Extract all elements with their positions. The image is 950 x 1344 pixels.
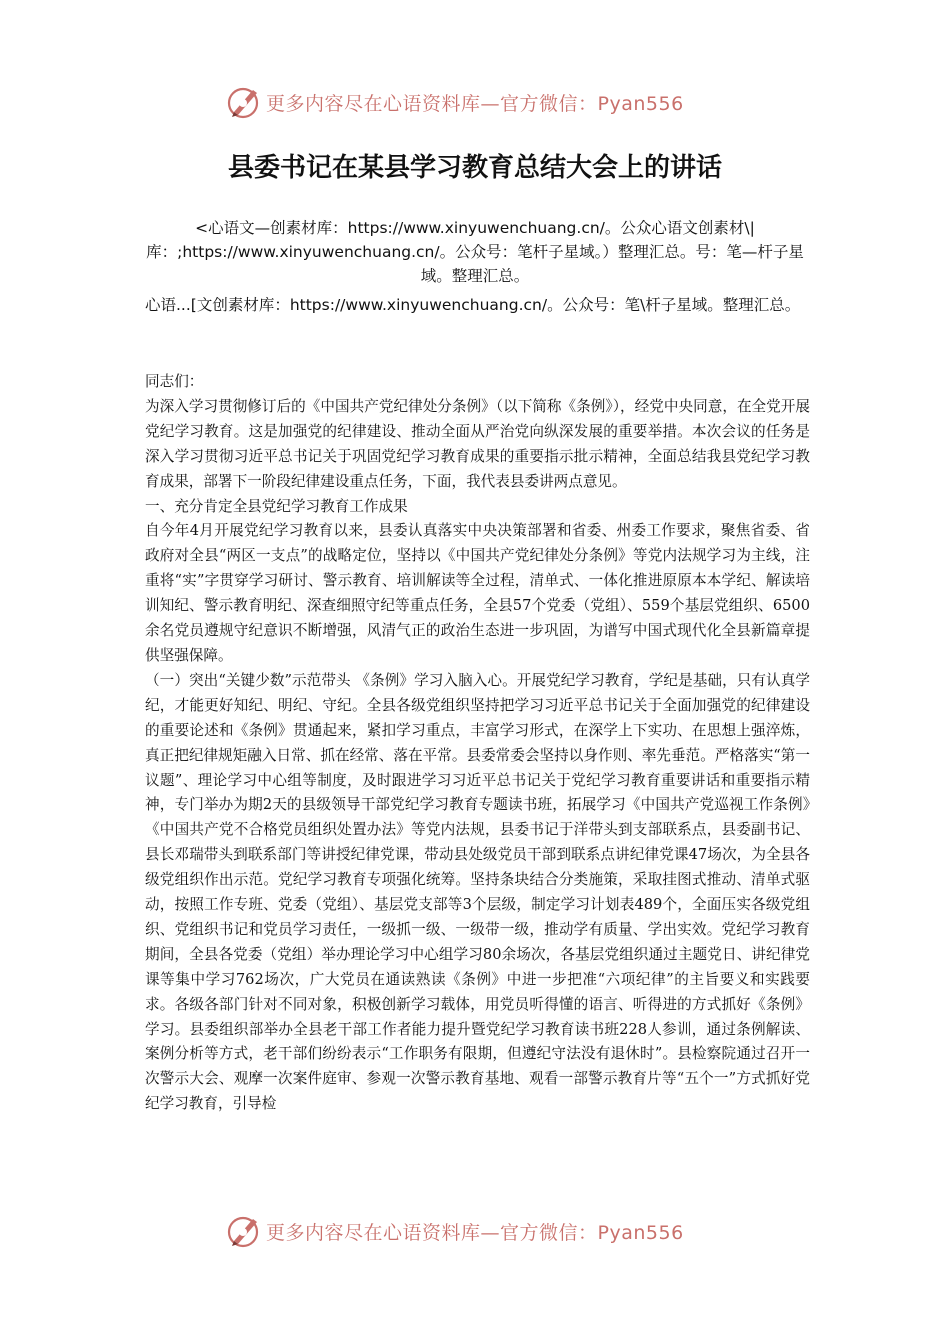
paragraph: 自今年4月开展党纪学习教育以来，县委认真落实中央决策部署和省委、州委工作要求，聚焦省委、省政府对全县“两区一支点”的战略定位，坚持以《中国共产党纪律处分条例》等党内法规学习为主线，注重将“实”字贯穿学习研讨、警示教育、培训解读等全过程，清单式、一体化推进原原本本学纪、解读培训知纪、警示教育明纪、深查细照守纪等重点任务，全县57个党委（党组）、559个基层党组织、6500余名党员遵规守纪意识不断增强，风清气正的政治生态进一步巩固，为谱写中国式现代化全县新篇章提供坚强保障。 xyxy=(145,522,810,664)
banner-wechat-id: Pyan556 xyxy=(597,1221,684,1244)
banner-separator: — xyxy=(480,1221,501,1244)
banner-slogan: 更多内容尽在心语资料库 xyxy=(266,1221,481,1244)
source-note-1: <心语文—创素材库：https://www.xinyuwenchuang.cn/。公众心语文创素材\|库：;https://www.xinyuwenchuang.cn/。公众号：笔杆子星域。）整理汇总。号：笔—杆子星域。整理汇总。 xyxy=(146,219,804,285)
paragraph: （一）突出“关键少数”示范带头 《条例》学习入脑入心。开展党纪学习教育，学纪是基础，只有认真学纪，才能更好知纪、明纪、守纪。全县各级党组织坚持把学习习近平总书记关于全面加强党的纪律建设的重要论述和《条例》贯通起来，紧扣学习重点，丰富学习形式，在深学上下实功、在思想上强淬炼，真正把纪律规矩融入日常、抓在经常、落在平常。县委常委会坚持以身作则、率先垂范。严格落实“第一议题”、理论学习中心组等制度，及时跟进学习习近平总书记关于党纪学习教育重要讲话和重要指示精神，专门举办为期2天的县级领导干部党纪学习教育专题读书班，拓展学习《中国共产党巡视工作条例》《中国共产党不合格党员组织处置办法》等党内法规，县委书记于洋带头到支部联系点，县委副书记、县长邓瑞带头到联系部门等讲授纪律党课，带动县处级党员干部到联系点讲纪律党课47场次，为全县各级党组织作出示范。党纪学习教育专项强化统筹。坚持条块结合分类施策，采取挂图式推动、清单式驱动，按照工作专班、党委（党组）、基层党支部等3个层级，制定学习计划表489个，全面压实各级党组织、党组织书记和党员学习责任，一级抓一级、一级带一级，推动学有质量、学出实效。党纪学习教育期间，全县各党委（党组）举办理论学习中心组学习80余场次，各基层党组织通过主题党日、讲纪律党课等集中学习762场次，广大党员在通读熟读《条例》中进一步把准“六项纪律”的主旨要义和实践要求。各级各部门针对不同对象，积极创新学习载体，用党员听得懂的语言、听得进的方式抓好《条例》学习。县委组织部举办全县老干部工作者能力提升暨党纪学习教育读书班228人参训，通过条例解读、案例分析等方式，老干部们纷纷表示“工作职务有限期，但遵纪守法没有退休时”。县检察院通过召开一次警示大会、观摩一次案件庭审、参观一次警示教育基地、观看一部警示教育片等“五个一”方式抓好党纪学习教育，引导检 xyxy=(145,671,810,1113)
document-body xyxy=(145,370,810,1117)
banner-wechat-id: Pyan556 xyxy=(597,92,684,115)
banner-slogan: 更多内容尽在心语资料库 xyxy=(266,92,481,115)
paragraph-greeting: 同志们： xyxy=(145,373,204,390)
section-heading: 一、充分肯定全县党纪学习教育工作成果 xyxy=(145,497,408,515)
banner-text xyxy=(266,89,684,116)
banner-text xyxy=(266,1218,684,1245)
pen-logo-icon xyxy=(226,84,262,120)
banner-separator: — xyxy=(480,92,501,115)
paragraph: 为深入学习贯彻修订后的《中国共产党纪律处分条例》（以下简称《条例》），经党中央同意，在全党开展党纪学习教育。这是加强党的纪律建设、推动全面从严治党向纵深发展的重要举措。本次会议的任务是深入学习贯彻习近平总书记关于巩固党纪学习教育成果的重要指示批示精神，全面总结我县党纪学习教育成果，部署下一阶段纪律建设重点任务，下面，我代表县委讲两点意见。 xyxy=(145,397,810,490)
document-title: 县委书记在某县学习教育总结大会上的讲话 xyxy=(227,153,722,183)
banner-wechat-label: 官方微信： xyxy=(500,92,598,115)
banner-wechat-label: 官方微信： xyxy=(500,1221,598,1244)
pen-logo-icon xyxy=(226,1213,262,1249)
source-note-2: 心语...[文创素材库：https://www.xinyuwenchuang.cn/。公众号：笔\杆子星域。整理汇总。 xyxy=(145,296,801,314)
footer-banner xyxy=(0,1209,950,1253)
header-banner xyxy=(0,80,950,124)
